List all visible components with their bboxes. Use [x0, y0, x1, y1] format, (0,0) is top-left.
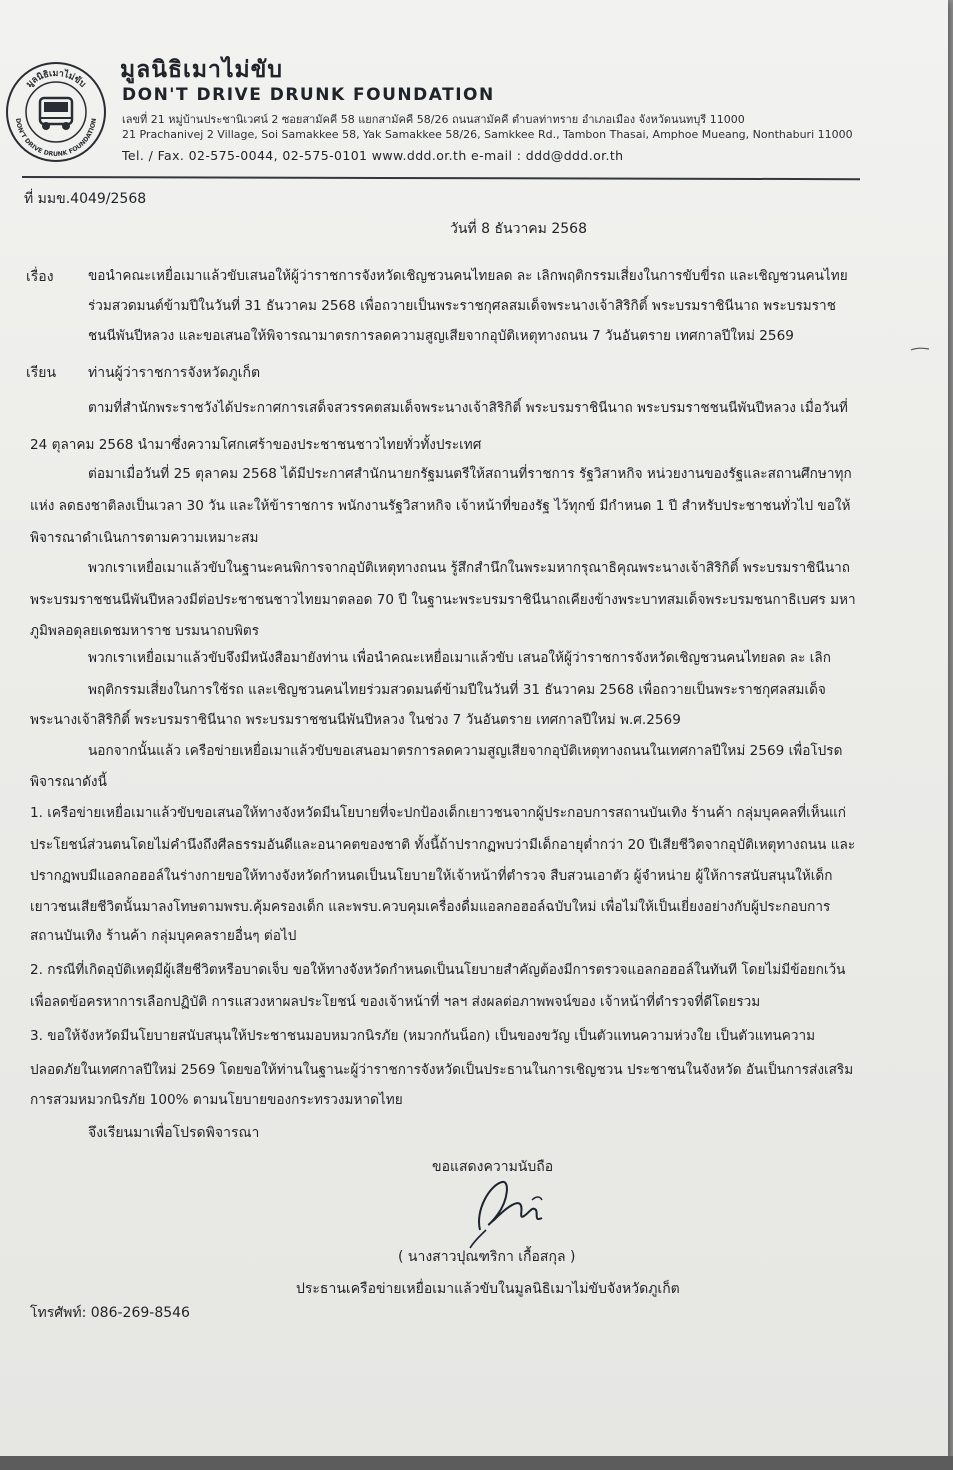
body-line: 2. กรณีที่เกิดอุบัติเหตุมีผู้เสียชีวิตหรือบาดเจ็บ ขอให้ทางจังหวัดกำหนดเป็นนโยบายสำคัญต้องมีการตรวจแอลกอฮอล์ในทันที โดยไม่มีข้อยกเว้น [30, 962, 846, 978]
document-number: ที่ มมข.4049/2568 [24, 191, 147, 207]
signer-title: ประธานเครือข่ายเหยื่อเมาแล้วขับในมูลนิธิเมาไม่ขับจังหวัดภูเก็ต [296, 1281, 680, 1297]
body-line: ตามที่สำนักพระราชวังได้ประกาศการเสด็จสวรรคตสมเด็จพระนางเจ้าสิริกิติ์ พระบรมราชินีนาถ พระบรมราชชนนีพันปีหลวง เมื่อวันที่ [88, 400, 848, 416]
body-line: สถานบันเทิง ร้านค้า กลุ่มบุคคลรายอื่นๆ ต่อไป [30, 928, 297, 944]
body-line: พิจารณาดังนี้ [30, 774, 107, 790]
body-line: 3. ขอให้จังหวัดมีนโยบายสนับสนุนให้ประชาชนมอบหมวกนิรภัย (หมวกกันน็อก) เป็นของขวัญ เป็นตัวแทนความห่วงใย เป็นตัวแทนความ [30, 1028, 816, 1044]
body-line: การสวมหมวกนิรภัย 100% ตามนโยบายของกระทรวงมหาดไทย [30, 1092, 403, 1108]
subject-line: ขอนำคณะเหยื่อเมาแล้วขับเสนอให้ผู้ว่าราชการจังหวัดเชิญชวนคนไทยลด ละ เลิกพฤติกรรมเสี่ยงในการขับขี่รถ และเชิญชวนคนไทย [88, 268, 848, 284]
body-line: พิจารณาดำเนินการตามความเหมาะสม [30, 530, 259, 546]
body-line: ประโยชน์ส่วนตนโดยไม่คำนึงถึงศีลธรรมอันดีและอนาคตของชาติ ทั้งนี้ถ้าปรากฏพบว่ามีเด็กอายุต่ำกว่า 20 ปีเสียชีวิตจากอุบัติเหตุทางถนน และ [30, 837, 856, 853]
body-line: พฤติกรรมเสี่ยงในการใช้รถ และเชิญชวนคนไทยร่วมสวดมนต์ข้ามปีในวันที่ 31 ธันวาคม 2568 เพื่อถวายเป็นพระราชกุศลสมเด็จ [88, 682, 826, 698]
body-line: พระนางเจ้าสิริกิติ์ พระบรมราชินีนาถ พระบรมราชชนนีพันปีหลวง ในช่วง 7 วันอันตราย เทศกาลปีใหม่ พ.ศ.2569 [30, 712, 681, 728]
closing-line: จึงเรียนมาเพื่อโปรดพิจารณา [88, 1125, 260, 1141]
body-line: พระบรมราชชนนีพันปีหลวงมีต่อประชาชนชาวไทยมาตลอด 70 ปี ในฐานะพระบรมราชินีนาถเคียงข้างพระบาทสมเด็จพระบรมชนกาธิเบศร มหา [30, 592, 856, 608]
contact-line: Tel. / Fax. 02-575-0044, 02-575-0101 www.ddd.or.th e-mail : ddd@ddd.or.th [122, 148, 624, 163]
body-line: 1. เครือข่ายเหยื่อเมาแล้วขับขอเสนอให้ทางจังหวัดมีนโยบายที่จะปกป้องเด็กเยาวชนจากผู้ประกอบการสถานบันเทิง ร้านค้า กลุ่มบุคคลที่เห็นแก่ [30, 805, 847, 821]
header-divider [22, 176, 860, 180]
signer-name: ( นางสาวปุณฑริกา เกื้อสกุล ) [398, 1249, 576, 1265]
body-line: ภูมิพลอดุลยเดชมหาราช บรมนาถบพิตร [30, 623, 260, 639]
subject-line: ชนนีพันปีหลวง และขอเสนอให้พิจารณามาตรการลดความสูญเสียจากอุบัติเหตุทางถนน 7 วันอันตราย เทศกาลปีใหม่ 2569 [88, 328, 794, 344]
body-line: 24 ตุลาคม 2568 นำมาซึ่งความโศกเศร้าของประชาชนชาวไทยทั่วทั้งประเทศ [30, 437, 482, 453]
handwritten-signature [420, 1170, 590, 1250]
salutation-label: เรียน [26, 365, 57, 381]
background-edge [0, 1456, 953, 1470]
subject-label: เรื่อง [26, 269, 54, 285]
address-thai: เลขที่ 21 หมู่บ้านประชานิเวศน์ 2 ซอยสามัคคี 58 แยกสามัคคี 58/26 ถนนสามัคคี ตำบลท่าทราย อำเภอเมือง จังหวัดนนทบุรี 11000 [122, 113, 745, 126]
body-line: แห่ง ลดธงชาติลงเป็นเวลา 30 วัน และให้ข้าราชการ พนักงานรัฐวิสาหกิจ เจ้าหน้าที่ของรัฐ ไว้ทุกข์ มีกำหนด 1 ปี สำหรับประชาชนทั่วไป ขอให้ [30, 498, 851, 514]
foundation-logo [4, 60, 108, 164]
org-name-thai: มูลนิธิเมาไม่ขับ [120, 57, 284, 83]
svg-text:มูลนิธิเมาไม่ขับ: มูลนิธิเมาไม่ขับ [24, 68, 88, 90]
body-line: ปลอดภัยในเทศกาลปีใหม่ 2569 โดยขอให้ท่านในฐานะผู้ว่าราชการจังหวัดเป็นประธานในการเชิญชวน ประชาชนในจังหวัด อันเป็นการส่งเสริม [30, 1062, 854, 1078]
regards-line: ขอแสดงความนับถือ [432, 1159, 554, 1175]
body-line: นอกจากนั้นแล้ว เครือข่ายเหยื่อเมาแล้วขับขอเสนอมาตรการลดความสูญเสียจากอุบัติเหตุทางถนนในเทศกาลปีใหม่ 2569 เพื่อโปรด [88, 743, 843, 759]
subject-line: ร่วมสวดมนต์ข้ามปีในวันที่ 31 ธันวาคม 2568 เพื่อถวายเป็นพระราชกุศลสมเด็จพระนางเจ้าสิริกิติ์ พระบรมราชินีนาถ พระบรมราช [88, 298, 836, 314]
body-line: ต่อมาเมื่อวันที่ 25 ตุลาคม 2568 ได้มีประกาศสำนักนายกรัฐมนตรีให้สถานที่ราชการ รัฐวิสาหกิจ หน่วยงานของรัฐและสถานศึกษาทุก [88, 466, 852, 482]
margin-mark [910, 346, 930, 352]
address-english: 21 Prachanivej 2 Village, Soi Samakkee 58, Yak Samakkee 58/26, Samkkee Rd., Tambon Thasai, Amphoe Mueang, Nonthaburi 11000 [122, 128, 853, 141]
body-line: เพื่อลดข้อครหาการเลือกปฏิบัติ การแสวงหาผลประโยชน์ ของเจ้าหน้าที่ ฯลฯ ส่งผลต่อภาพพจน์ของ เจ้าหน้าที่ตำรวจที่ดีโดยรวม [30, 994, 761, 1010]
org-name-english: DON'T DRIVE DRUNK FOUNDATION [122, 85, 495, 105]
svg-text:DON'T DRIVE DRUNK FOUNDATION: DON'T DRIVE DRUNK FOUNDATION [14, 117, 98, 159]
salutation: ท่านผู้ว่าราชการจังหวัดภูเก็ต [88, 365, 261, 381]
document-date: วันที่ 8 ธันวาคม 2568 [450, 221, 587, 237]
body-line: เยาวชนเสียชีวิตนั้นมาลงโทษตามพรบ.คุ้มครองเด็ก และพรบ.ควบคุมเครื่องดื่มแอลกอฮอล์ฉบับใหม่ เพื่อไม่ให้เป็นเยี่ยงอย่างกับผู้ประกอบการ [30, 899, 831, 915]
body-line: ปรากฏพบมีแอลกอฮอล์ในร่างกายขอให้ทางจังหวัดกำหนดเป็นนโยบายให้เจ้าหน้าที่ตำรวจ สืบสวนเอาตัว ผู้จำหน่าย ผู้ให้การสนับสนุนให้เด็ก [30, 868, 833, 884]
body-line: พวกเราเหยื่อเมาแล้วขับจึงมีหนังสือมายังท่าน เพื่อนำคณะเหยื่อเมาแล้วขับ เสนอให้ผู้ว่าราชการจังหวัดเชิญชวนคนไทยลด ละ เลิก [88, 650, 831, 666]
phone-number: โทรศัพท์: 086-269-8546 [30, 1305, 190, 1321]
body-line: พวกเราเหยื่อเมาแล้วขับในฐานะคนพิการจากอุบัติเหตุทางถนน รู้สึกสำนึกในพระมหากรุณาธิคุณพระนางเจ้าสิริกิติ์ พระบรมราชินีนาถ [88, 560, 850, 576]
